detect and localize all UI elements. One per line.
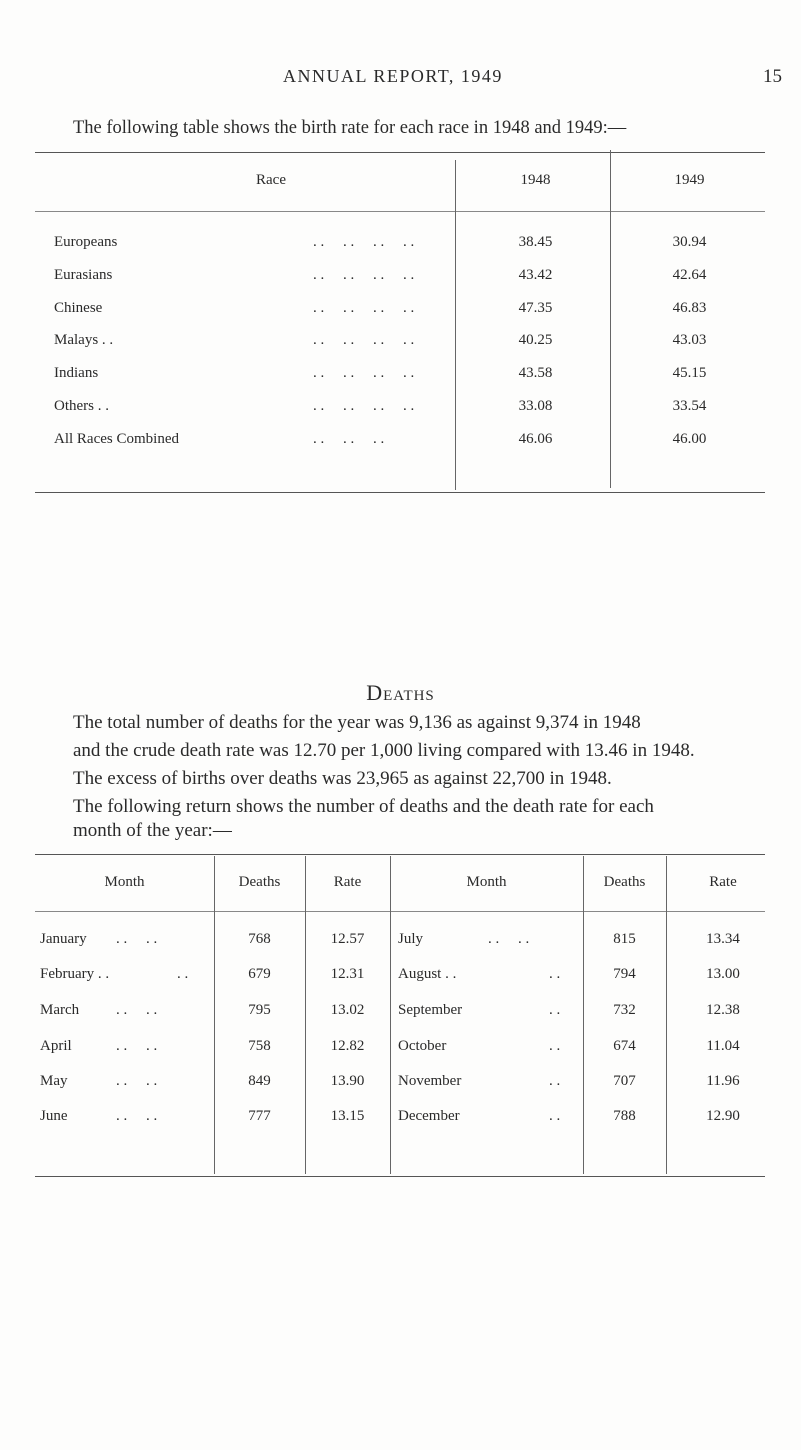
leader-dots: . . . . — [488, 931, 530, 947]
rate-cell: 12.82 — [330, 1038, 365, 1054]
month-cell: June — [40, 1108, 68, 1124]
rate-cell: 11.04 — [706, 1038, 740, 1054]
deaths-cell: 788 — [613, 1108, 636, 1124]
leader-dots: . . . . — [116, 1002, 158, 1018]
leader-dots: . . . . . . . . — [313, 332, 415, 348]
leader-dots: . . . . . . — [313, 431, 385, 447]
header-race: Race — [256, 172, 286, 188]
month-cell: January — [40, 931, 87, 947]
month-cell: December — [398, 1108, 460, 1124]
paragraph-line: month of the year:— — [73, 820, 232, 841]
leader-dots: . . — [549, 1073, 561, 1089]
month-cell: August . . — [398, 966, 457, 982]
running-title: ANNUAL REPORT, 1949 — [283, 66, 503, 86]
rate-1949-cell: 43.03 — [672, 332, 707, 348]
month-cell: February . . — [40, 966, 110, 982]
rate-1948-cell: 43.58 — [518, 365, 553, 381]
header-rate: Rate — [333, 874, 362, 890]
leader-dots: . . . . — [116, 1108, 158, 1124]
leader-dots: . . — [549, 1002, 561, 1018]
rate-cell: 13.15 — [330, 1108, 365, 1124]
rate-cell: 12.57 — [330, 931, 365, 947]
column-divider — [390, 856, 391, 1174]
column-divider — [610, 150, 611, 488]
column-divider — [455, 160, 456, 490]
leader-dots: . . . . — [116, 1073, 158, 1089]
month-cell: April — [40, 1038, 72, 1054]
deaths-cell: 758 — [248, 1038, 271, 1054]
deaths-cell: 777 — [248, 1108, 271, 1124]
table-top-rule — [35, 152, 765, 153]
header-deaths: Deaths — [238, 874, 281, 890]
race-cell: All Races Combined — [54, 431, 179, 447]
race-cell: Europeans — [54, 234, 118, 250]
rate-cell: 12.31 — [330, 966, 365, 982]
rate-1948-cell: 38.45 — [518, 234, 553, 250]
header-deaths: Deaths — [603, 874, 646, 890]
leader-dots: . . . . . . . . — [313, 365, 415, 381]
rate-1949-cell: 46.83 — [672, 300, 707, 316]
header-month: Month — [104, 874, 145, 890]
rate-cell: 11.96 — [706, 1073, 740, 1089]
month-cell: October — [398, 1038, 447, 1054]
rate-1949-cell: 46.00 — [672, 431, 707, 447]
table-bottom-rule — [35, 1176, 765, 1177]
rate-1948-cell: 43.42 — [518, 267, 553, 283]
deaths-cell: 679 — [248, 966, 271, 982]
race-cell: Malays . . — [54, 332, 114, 348]
paragraph-line: The following return shows the number of deaths and the death rate for each — [73, 796, 654, 817]
leader-dots: . . . . — [116, 1038, 158, 1054]
leader-dots: . . . . . . . . — [313, 234, 415, 250]
rate-1949-cell: 45.15 — [672, 365, 707, 381]
rate-cell: 12.38 — [706, 1002, 740, 1018]
race-cell: Indians — [54, 365, 99, 381]
leader-dots: . . . . . . . . — [313, 267, 415, 283]
deaths-cell: 707 — [613, 1073, 636, 1089]
page-header — [0, 66, 801, 90]
header-month: Month — [466, 874, 507, 890]
month-cell: March — [40, 1002, 80, 1018]
page-number: 15 — [763, 66, 782, 87]
leader-dots: . . . . — [116, 931, 158, 947]
race-cell: Eurasians — [54, 267, 113, 283]
rate-cell: 13.90 — [330, 1073, 365, 1089]
rate-cell: 13.34 — [706, 931, 740, 947]
rate-cell: 13.02 — [330, 1002, 365, 1018]
deaths-cell: 849 — [248, 1073, 271, 1089]
deaths-cell: 732 — [613, 1002, 636, 1018]
table-top-rule — [35, 854, 765, 855]
deaths-cell: 768 — [248, 931, 271, 947]
leader-dots: . . — [549, 1038, 561, 1054]
month-cell: September — [398, 1002, 463, 1018]
rate-cell: 13.00 — [706, 966, 740, 982]
rate-1948-cell: 40.25 — [518, 332, 553, 348]
table-header-rule — [35, 211, 765, 212]
paragraph-line: The excess of births over deaths was 23,965 as against 22,700 in 1948. — [73, 768, 612, 789]
table-header-rule — [35, 911, 765, 912]
rate-1948-cell: 47.35 — [518, 300, 553, 316]
rate-1949-cell: 30.94 — [672, 234, 707, 250]
deaths-cell: 794 — [613, 966, 636, 982]
rate-cell: 12.90 — [706, 1108, 740, 1124]
month-cell: July — [398, 931, 424, 947]
leader-dots: . . — [549, 1108, 561, 1124]
paragraph-line: and the crude death rate was 12.70 per 1,000 living compared with 13.46 in 1948. — [73, 740, 695, 761]
paragraph-line: The total number of deaths for the year was 9,136 as against 9,374 in 1948 — [73, 712, 641, 733]
race-cell: Others . . — [54, 398, 109, 414]
month-cell: May — [40, 1073, 68, 1089]
race-cell: Chinese — [54, 300, 103, 316]
section-title: Deaths — [366, 680, 435, 705]
deaths-cell: 674 — [613, 1038, 636, 1054]
table-bottom-rule — [35, 492, 765, 493]
rate-1948-cell: 33.08 — [518, 398, 553, 414]
header-1949: 1949 — [674, 172, 705, 188]
rate-1949-cell: 33.54 — [672, 398, 707, 414]
leader-dots: . . — [177, 966, 189, 982]
header-rate: Rate — [709, 874, 737, 890]
intro-text: The following table shows the birth rate for each race in 1948 and 1949:— — [73, 118, 627, 138]
leader-dots: . . — [549, 966, 561, 982]
leader-dots: . . . . . . . . — [313, 300, 415, 316]
deaths-cell: 795 — [248, 1002, 271, 1018]
month-cell: November — [398, 1073, 462, 1089]
rate-1948-cell: 46.06 — [518, 431, 553, 447]
leader-dots: . . . . . . . . — [313, 398, 415, 414]
header-1948: 1948 — [520, 172, 551, 188]
deaths-cell: 815 — [613, 931, 636, 947]
rate-1949-cell: 42.64 — [672, 267, 707, 283]
